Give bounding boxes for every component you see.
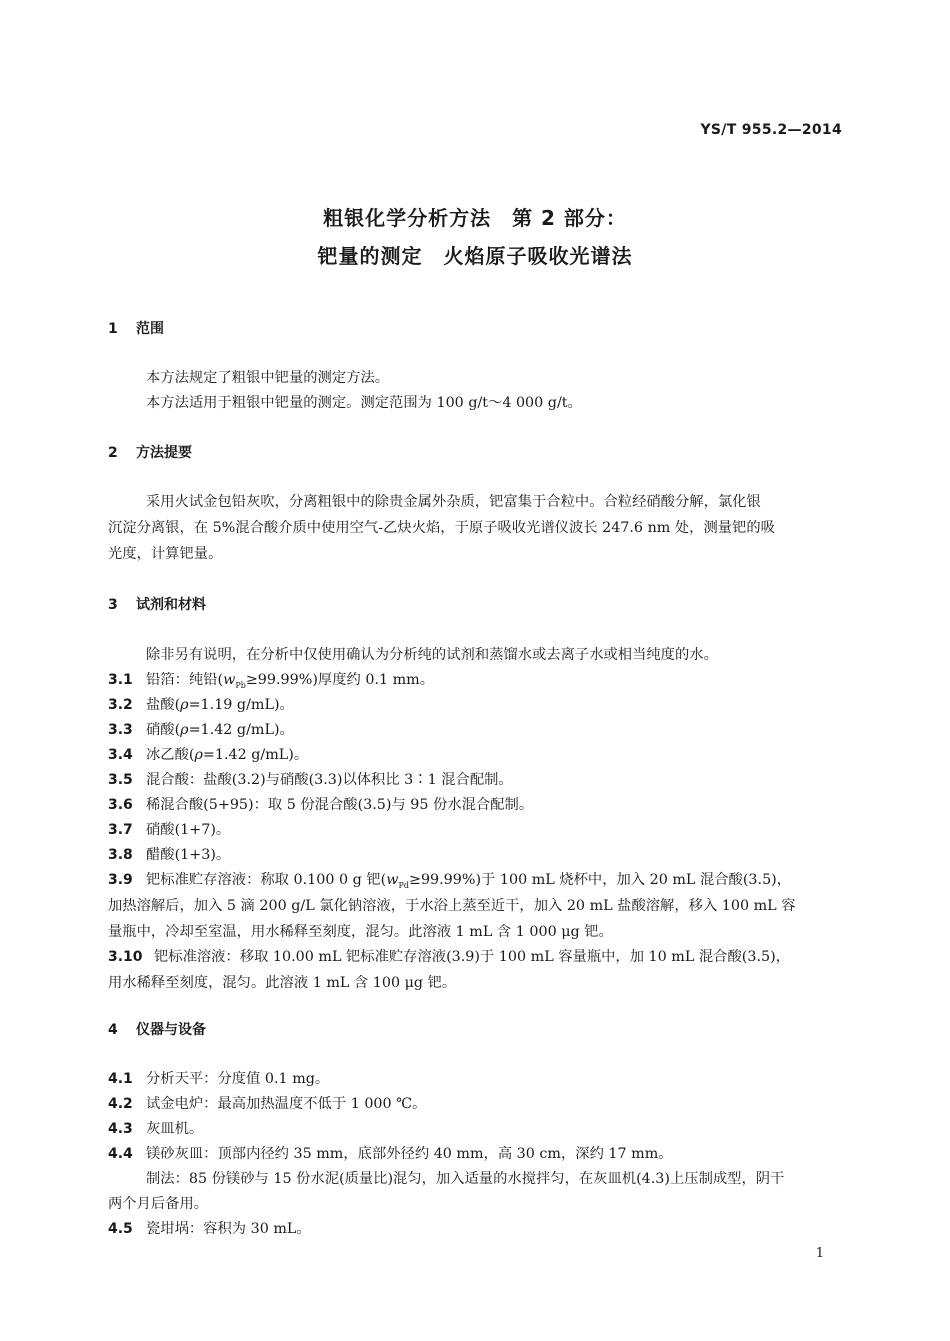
item-3-6: 3.6 稀混合酸(5+95)：取 5 份混合酸(3.5)与 95 份水混合配制。 <box>108 797 534 813</box>
item-3-9: 3.9 钯标准贮存溶液：称取 0.100 0 g 钯$(w_{Pd}\ge 99.99\%)$于 100 mL 烧杯中，加入 20 mL 混合酸(3.5)， <box>108 872 792 890</box>
standard-code: YS/T 955.2—2014 <box>700 122 842 138</box>
page-number: 1 <box>815 1246 824 1261</box>
item-3-1: 3.1 铅箔：纯铅$(w_{Pb}\ge 99.99\%)$厚度约 0.1 mm。 <box>108 672 435 690</box>
page-title-line2: 钯量的测定 火焰原子吸收光谱法 <box>317 244 633 268</box>
item-4-4-method-line-2: 两个月后备用。 <box>108 1196 209 1212</box>
section-2-line-3: 光度，计算钯量。 <box>108 546 223 562</box>
item-3-2: 3.2 盐酸(ρ=1.19 g/mL)。 <box>108 697 294 713</box>
item-3-5: 3.5 混合酸：盐酸(3.2)与硝酸(3.3)以体积比 3∶1 混合配制。 <box>108 772 513 788</box>
section-2-line-2: 沉淀分离银，在 5%混合酸介质中使用空气-乙炔火焰，于原子吸收光谱仪波长 247.6 nm 处，测量钯的吸 <box>108 520 775 536</box>
section-2-line-1: 采用火试金包铅灰吹，分离粗银中的除贵金属外杂质，钯富集于合粒中。合粒经硝酸分解，氯化银 <box>146 494 761 510</box>
section-1-heading: 1 范围 <box>108 321 164 337</box>
item-4-1: 4.1 分析天平：分度值 0.1 mg。 <box>108 1071 330 1087</box>
item-4-5: 4.5 瓷坩埚：容积为 30 mL。 <box>108 1221 311 1237</box>
item-3-8: 3.8 醋酸(1+3)。 <box>108 847 231 863</box>
section-4-heading: 4 仪器与设备 <box>108 1022 206 1038</box>
item-4-4-method-line-1: 制法：85 份镁砂与 15 份水泥(质量比)混匀，加入适量的水搅拌匀，在灰皿机(4.3)上压制成型，阴干 <box>146 1171 785 1187</box>
section-1-para-2: 本方法适用于粗银中钯量的测定。测定范围为 100 g/t～4 000 g/t。 <box>146 395 582 411</box>
item-3-10: 3.10 钯标准溶液：移取 10.00 mL 钯标准贮存溶液(3.9)于 100 mL 容量瓶中，加 10 mL 混合酸(3.5)， <box>108 949 790 965</box>
section-2-heading: 2 方法提要 <box>108 445 192 461</box>
item-4-4: 4.4 镁砂灰皿：顶部内径约 35 mm，底部外径约 40 mm，高 30 cm，深约 17 mm。 <box>108 1146 673 1162</box>
section-1-para-1: 本方法规定了粗银中钯量的测定方法。 <box>146 370 390 386</box>
page-title-line1: 粗银化学分析方法 第 2 部分： <box>323 206 627 230</box>
item-3-3: 3.3 硝酸(ρ=1.42 g/mL)。 <box>108 722 294 738</box>
item-3-7: 3.7 硝酸(1+7)。 <box>108 822 231 838</box>
section-3-intro: 除非另有说明，在分析中仅使用确认为分析纯的试剂和蒸馏水或去离子水或相当纯度的水。 <box>146 647 718 663</box>
section-3-heading: 3 试剂和材料 <box>108 597 206 613</box>
item-4-3: 4.3 灰皿机。 <box>108 1121 204 1137</box>
item-3-9-line-3: 量瓶中，冷却至室温，用水稀释至刻度，混匀。此溶液 1 mL 含 1 000 μg 钯。 <box>108 924 613 940</box>
item-3-10-line-2: 用水稀释至刻度，混匀。此溶液 1 mL 含 100 μg 钯。 <box>108 975 457 991</box>
item-4-2: 4.2 试金电炉：最高加热温度不低于 1 000 ℃。 <box>108 1096 427 1112</box>
item-3-4: 3.4 冰乙酸(ρ=1.42 g/mL)。 <box>108 747 309 763</box>
item-3-9-line-2: 加热溶解后，加入 5 滴 200 g/L 氯化钠溶液，于水浴上蒸至近干，加入 20 mL 盐酸溶解，移入 100 mL 容 <box>108 898 796 914</box>
